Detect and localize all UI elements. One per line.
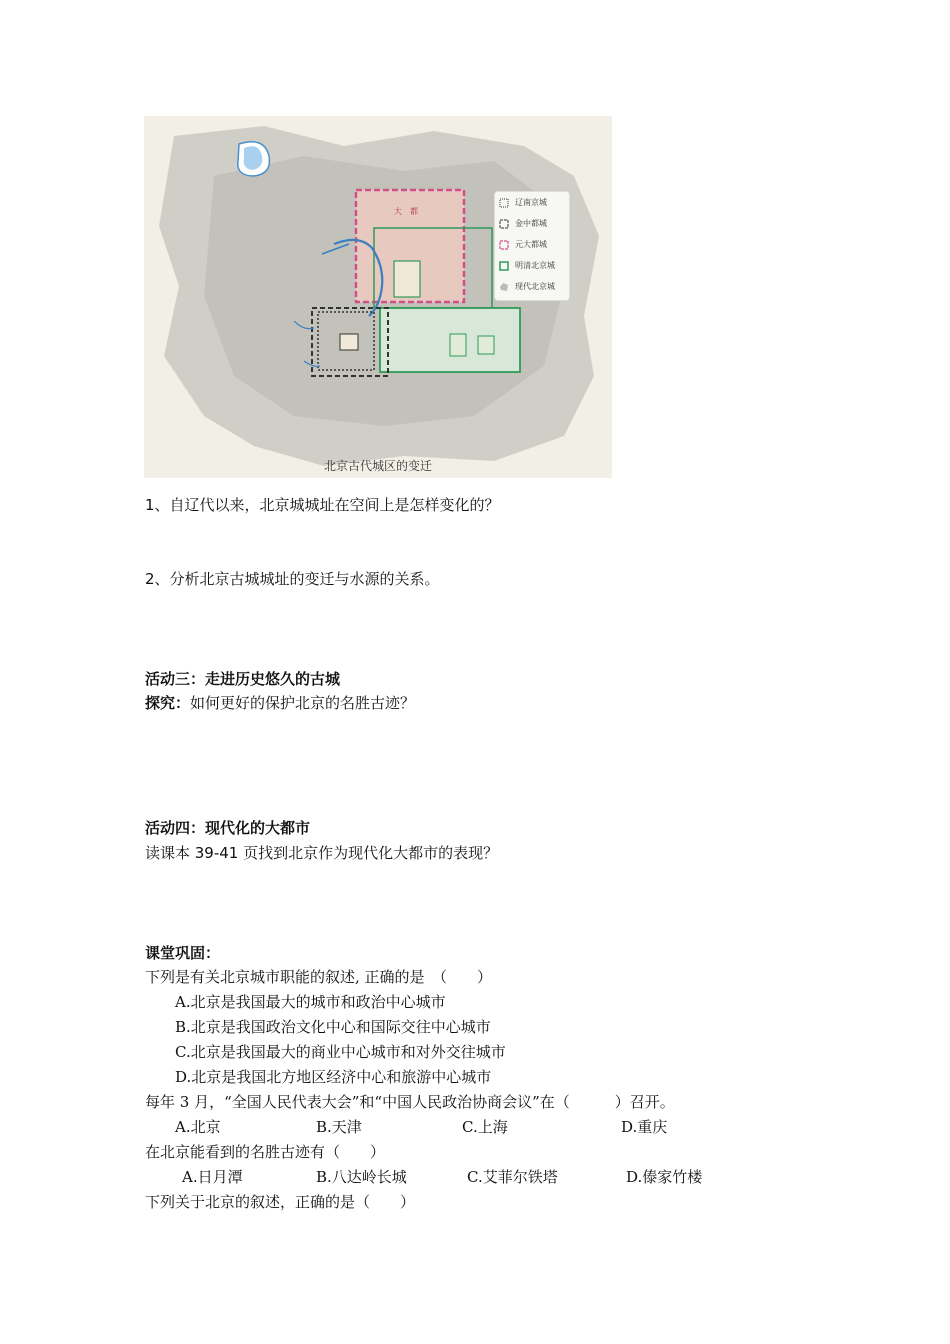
exercise-q3-stem: 在北京能看到的名胜古迹有（ ） <box>145 1143 386 1161</box>
legend-item-ming-qing <box>495 255 569 276</box>
legend-swatch-dashed-icon <box>499 219 509 229</box>
palace <box>394 261 420 297</box>
exercise-q4-stem: 下列关于北京的叙述，正确的是（ ） <box>145 1193 416 1211</box>
legend-swatch-green-icon <box>499 261 509 271</box>
explore-label: 探究： <box>145 694 191 712</box>
figure-caption: 北京古代城区的变迁 <box>323 459 432 473</box>
exercise-q2-option-d: D.重庆 <box>621 1118 668 1136</box>
legend-label: 辽南京城 <box>515 198 547 207</box>
dadu-label: 大 都 <box>394 207 418 216</box>
question-2: 2、分析北京古城城址的变迁与水源的关系。 <box>145 570 440 588</box>
exercise-q1-stem: 下列是有关北京城市职能的叙述, 正确的是 （ ） <box>145 968 493 986</box>
exercise-q2-stem: 每年 3 月，“全国人民代表大会”和“中国人民政治协商会议”在（ ）召开。 <box>145 1093 675 1111</box>
activity4-text: 读课本 39-41 页找到北京作为现代化大都市的表现？ <box>145 844 499 862</box>
question-1: 1、自辽代以来，北京城城址在空间上是怎样变化的？ <box>145 496 500 514</box>
legend-swatch-area-icon <box>499 282 509 292</box>
activity3-explore <box>145 692 415 714</box>
legend-item-jin <box>495 213 569 234</box>
legend-label: 元大都城 <box>515 240 547 249</box>
exercise-q2-option-a: A.北京 <box>175 1118 221 1136</box>
beijing-city-change-map <box>144 116 612 478</box>
legend-label: 明清北京城 <box>515 261 555 270</box>
exercise-q2-option-b: B.天津 <box>316 1118 362 1136</box>
exercise-q1-option-b: B.北京是我国政治文化中心和国际交往中心城市 <box>175 1018 491 1036</box>
exercise-q1-option-c: C.北京是我国最大的商业中心城市和对外交往城市 <box>175 1043 506 1061</box>
exercise-heading: 课堂巩固： <box>145 944 221 962</box>
exercise-q3-option-a: A.日月潭 <box>182 1168 243 1186</box>
exercise-q1-option-a: A.北京是我国最大的城市和政治中心城市 <box>175 993 446 1011</box>
explore-text: 如何更好的保护北京的名胜古迹？ <box>190 694 416 712</box>
exercise-q1-option-d: D.北京是我国北方地区经济中心和旅游中心城市 <box>175 1068 492 1086</box>
exercise-q3-option-b: B.八达岭长城 <box>316 1168 407 1186</box>
legend-item-modern <box>495 276 569 297</box>
activity4-heading: 活动四：现代化的大都市 <box>145 819 311 837</box>
map-legend <box>494 191 570 301</box>
exercise-q3-option-d: D.傣家竹楼 <box>626 1168 703 1186</box>
exercise-q3-option-c: C.艾菲尔铁塔 <box>467 1168 558 1186</box>
legend-swatch-dotted-icon <box>499 198 509 208</box>
legend-label: 现代北京城 <box>515 282 555 291</box>
exercise-q2-option-c: C.上海 <box>462 1118 508 1136</box>
legend-item-yuan <box>495 234 569 255</box>
legend-item-liao <box>495 192 569 213</box>
activity3-heading: 活动三：走进历史悠久的古城 <box>145 670 341 688</box>
legend-label: 金中都城 <box>515 219 547 228</box>
legend-swatch-magenta-icon <box>499 240 509 250</box>
